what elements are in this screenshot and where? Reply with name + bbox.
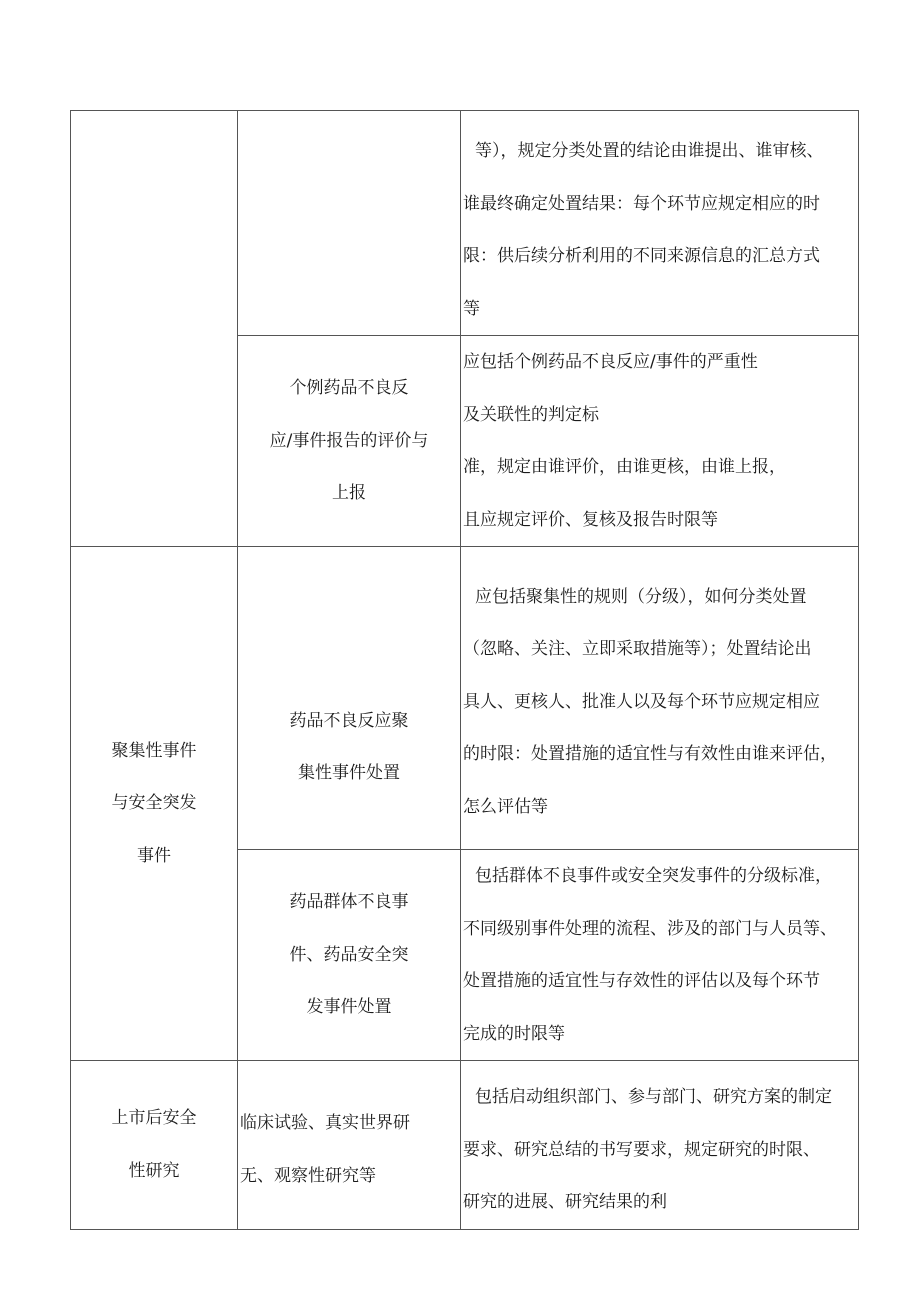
text-line: 个例药品不良反 (289, 378, 409, 399)
text-line: 研究的进展、研究结果的利 (463, 1192, 667, 1212)
text-line: 包括启动组织部门、参与部门、研究方案的制定 (475, 1087, 832, 1107)
item-cell (238, 111, 461, 336)
requirement-cell (461, 1061, 859, 1230)
text-line: 药品群体不良事 (289, 892, 409, 913)
text-line: 的时限：处置措施的适宜性与有效性由谁来评估， (463, 744, 837, 765)
requirement-cell (461, 336, 859, 547)
text-line: 应包括聚集性的规则（分级），如何分类处置 (475, 586, 807, 607)
text-line: 集性事件处置 (298, 763, 400, 783)
text-line: 上报 (332, 483, 366, 504)
text-line: （忽略、关注、立即采取措施等）；处置结论出 (463, 639, 812, 660)
text-line: 件、药品安全突 (289, 944, 409, 965)
text-line: 限：供后续分析利用的不同来源信息的汇总方式 (463, 246, 820, 266)
text-line: 性研究 (128, 1160, 180, 1181)
requirement-cell (461, 111, 859, 336)
category-cell (71, 1061, 238, 1230)
text-line: 具人、更核人、批准人以及每个环节应规定相应 (463, 691, 820, 712)
text-line: 上市后安全 (111, 1108, 197, 1129)
text-line: 事件 (137, 845, 171, 866)
text-line: 临床试验、真实世界研 (240, 1113, 410, 1134)
text-line: 应/事件报告的评价与 (269, 430, 429, 451)
text-line: 应包括个例药品不良反应/事件的严重性 (463, 352, 758, 372)
text-line: 怎么评估等 (463, 796, 548, 817)
text-line: 及关联性的判定标 (463, 404, 599, 425)
text-line: 处置措施的适宜性与存效性的评估以及每个环节 (463, 971, 820, 991)
text-line: 与安全突发 (111, 793, 197, 814)
table-row (71, 111, 859, 336)
item-cell (238, 336, 461, 547)
text-line: 发事件处置 (306, 997, 392, 1018)
text-line: 完成的时限等 (463, 1023, 565, 1044)
category-cell (71, 547, 238, 1061)
text-line: 不同级别事件处理的流程、涉及的部门与人员等、 (463, 918, 837, 939)
text-line: 且应规定评价、复核及报告时限等 (463, 509, 718, 530)
text-line: 无、观察性研究等 (240, 1165, 376, 1186)
item-cell (238, 850, 461, 1061)
table-row (71, 1061, 859, 1230)
document-table (70, 110, 859, 1230)
category-cell (71, 111, 238, 547)
requirement-cell (461, 547, 859, 850)
item-cell (238, 1061, 461, 1230)
item-cell (238, 547, 461, 850)
table-row (71, 547, 859, 850)
text-line: 聚集性事件 (111, 740, 197, 761)
text-line: 等），规定分类处置的结论由谁提出、谁审核、 (475, 141, 824, 161)
text-line: 准，规定由谁评价，由谁更核，由谁上报， (463, 457, 786, 477)
requirement-cell (461, 850, 859, 1061)
text-line: 等 (463, 298, 480, 319)
text-line: 包括群体不良事件或安全突发事件的分级标准， (475, 866, 832, 886)
text-line: 药品不良反应聚 (289, 710, 409, 731)
text-line: 要求、研究总结的书写要求，规定研究的时限、 (463, 1139, 820, 1160)
text-line: 谁最终确定处置结果：每个环节应规定相应的时 (463, 193, 820, 214)
